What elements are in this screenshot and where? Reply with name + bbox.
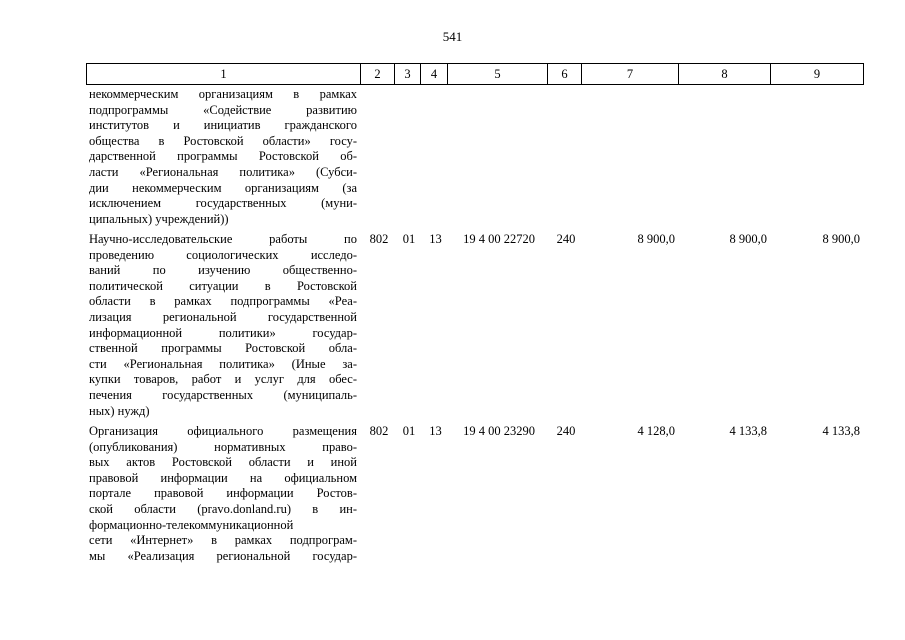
header-col-6: 6 bbox=[548, 63, 582, 85]
description-line: области в рамках подпрограммы «Реа- bbox=[89, 294, 357, 309]
table-header-row bbox=[86, 63, 864, 85]
description-line: некоммерческим организациям в рамках bbox=[89, 87, 357, 101]
header-col-3: 3 bbox=[395, 63, 421, 85]
description-line: проведению социологических исследо- bbox=[89, 247, 357, 262]
description-line: ской области (pravo.donland.ru) в ин- bbox=[89, 501, 357, 516]
description-line: сети «Интернет» в рамках подпрограм- bbox=[89, 533, 357, 548]
row-sum-year-1: 4 128,0 bbox=[637, 424, 675, 438]
description-line: исключением государственных (муни- bbox=[89, 196, 357, 211]
description-line: вых актов Ростовской области и иной bbox=[89, 455, 357, 470]
description-line: дарственной программы Ростовской об- bbox=[89, 149, 357, 164]
row-sum-year-3: 8 900,0 bbox=[822, 232, 860, 246]
description-line: формационно-телекоммуникационной bbox=[89, 517, 294, 532]
row-ministry-code: 802 bbox=[369, 232, 389, 246]
header-col-2: 2 bbox=[361, 63, 395, 85]
row-target-article: 19 4 00 23290 bbox=[463, 424, 535, 438]
row-subsection-code: 13 bbox=[429, 232, 442, 246]
description-line: (опубликования) нормативных право- bbox=[89, 439, 357, 454]
table-row-description bbox=[89, 232, 357, 419]
description-line: сти «Региональная политика» (Иные за- bbox=[89, 356, 357, 371]
page-number: 541 bbox=[442, 29, 463, 44]
description-line: подпрограммы «Содействие развитию bbox=[89, 102, 357, 117]
description-line: печения государственных (муниципаль- bbox=[89, 387, 357, 402]
row-expense-type: 240 bbox=[556, 232, 576, 246]
row-sum-year-1: 8 900,0 bbox=[637, 232, 675, 246]
row-section-code: 01 bbox=[402, 424, 416, 438]
row-sum-year-3: 4 133,8 bbox=[822, 424, 860, 438]
row-subsection-code: 13 bbox=[429, 424, 442, 438]
description-line: политической ситуации в Ростовской bbox=[89, 278, 357, 293]
row-target-article: 19 4 00 22720 bbox=[463, 232, 535, 246]
row-sum-year-2: 4 133,8 bbox=[729, 424, 767, 438]
description-line: Организация официального размещения bbox=[89, 424, 357, 438]
description-line: ственной программы Ростовской обла- bbox=[89, 341, 357, 356]
description-line: портале правовой информации Ростов- bbox=[89, 486, 357, 501]
description-line: информационной политики» государ- bbox=[89, 325, 357, 340]
description-line: ваний по изучению общественно- bbox=[89, 263, 357, 278]
description-line: купки товаров, работ и услуг для обес- bbox=[89, 372, 357, 387]
header-col-1: 1 bbox=[87, 63, 361, 85]
header-col-8: 8 bbox=[679, 63, 771, 85]
row-ministry-code: 802 bbox=[369, 424, 389, 438]
header-col-4: 4 bbox=[421, 63, 448, 85]
table-row-description bbox=[89, 87, 357, 227]
description-line: лизация региональной государственной bbox=[89, 309, 357, 324]
description-line: Научно-исследовательские работы по bbox=[89, 232, 357, 246]
description-line: дии некоммерческим организациям (за bbox=[89, 180, 357, 195]
header-col-9: 9 bbox=[771, 63, 864, 85]
header-col-5: 5 bbox=[448, 63, 548, 85]
row-sum-year-2: 8 900,0 bbox=[729, 232, 767, 246]
description-line: правовой информации на официальном bbox=[89, 470, 357, 485]
description-line: общества в Ростовской области» госу- bbox=[89, 133, 357, 148]
row-section-code: 01 bbox=[402, 232, 416, 246]
description-line: ных) нужд) bbox=[89, 403, 150, 418]
header-col-7: 7 bbox=[582, 63, 679, 85]
description-line: мы «Реализация региональной государ- bbox=[89, 548, 357, 563]
row-expense-type: 240 bbox=[556, 424, 576, 438]
description-line: ласти «Региональная политика» (Субси- bbox=[89, 164, 357, 179]
description-line: ципальных) учреждений)) bbox=[89, 211, 229, 226]
table-row-description bbox=[89, 424, 357, 564]
description-line: институтов и инициатив гражданского bbox=[89, 118, 357, 133]
